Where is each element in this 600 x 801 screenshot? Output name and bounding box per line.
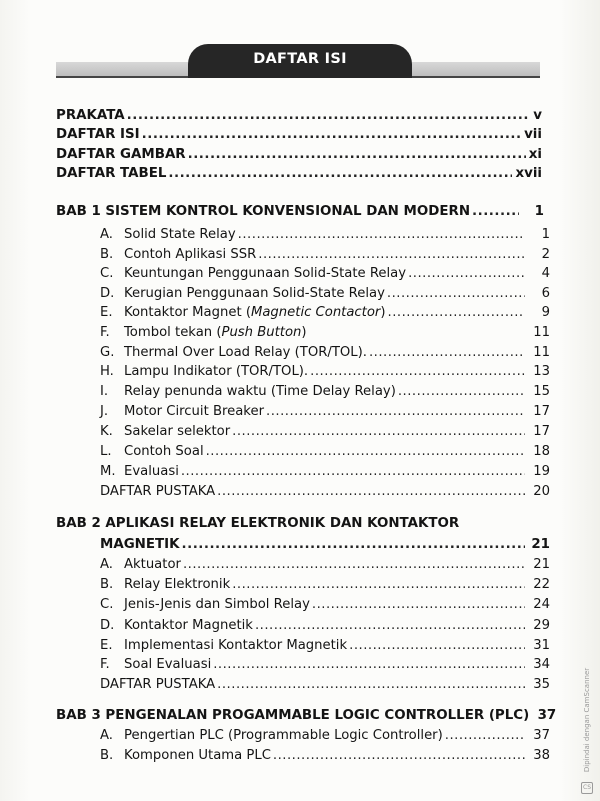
page-title: DAFTAR ISI — [253, 51, 347, 67]
toc-chapter-2[interactable] — [100, 537, 550, 557]
entry-title: Relay penunda waktu (Time Delay Relay) — [124, 384, 396, 399]
leader-dots — [206, 444, 525, 459]
toc-chapter-2-title-line1[interactable]: BAB 2 APLIKASI RELAY ELEKTRONIK DAN KONTAKTOR — [56, 516, 460, 531]
entry-page: 4 — [541, 266, 550, 281]
toc-entry-bab1-k[interactable] — [100, 424, 550, 444]
entry-page: 38 — [533, 748, 550, 763]
entry-page: 19 — [533, 464, 550, 479]
entry-title — [124, 305, 386, 320]
toc-entry-daftar-isi[interactable] — [56, 127, 542, 147]
entry-title: DAFTAR PUSTAKA — [100, 484, 216, 499]
toc-entry-bab1-l[interactable] — [100, 444, 550, 464]
entry-page: 1 — [541, 227, 550, 242]
entry-letter: E. — [100, 638, 113, 653]
leader-dots — [168, 166, 512, 181]
entry-title: Aktuator — [124, 557, 181, 572]
entry-page: vii — [524, 127, 542, 142]
entry-title: Solid State Relay — [124, 227, 236, 242]
leader-dots — [388, 305, 525, 320]
entry-title: PRAKATA — [56, 108, 125, 123]
entry-title: Evaluasi — [124, 464, 179, 479]
leader-dots — [217, 677, 525, 692]
entry-title: Contoh Aplikasi SSR — [124, 247, 257, 262]
leader-dots — [349, 638, 525, 653]
toc-entry-prakata[interactable] — [56, 108, 542, 128]
entry-letter: M. — [100, 464, 116, 479]
chapter-title: BAB 1 SISTEM KONTROL KONVENSIONAL DAN MODERN — [56, 204, 471, 219]
entry-page: 15 — [533, 384, 550, 399]
scanner-text: Dipindai dengan CamScanner — [583, 667, 591, 773]
entry-letter: A. — [100, 227, 113, 242]
entry-title: Komponen Utama PLC — [124, 748, 271, 763]
leader-dots — [258, 247, 525, 262]
leader-dots — [182, 537, 525, 552]
entry-letter: K. — [100, 424, 113, 439]
camscanner-logo-icon: CS — [581, 782, 593, 794]
entry-letter: A. — [100, 557, 113, 572]
entry-title: Relay Elektronik — [124, 577, 231, 592]
toc-entry-bab2-pustaka[interactable] — [100, 677, 550, 697]
leader-dots — [232, 577, 525, 592]
entry-letter: C. — [100, 266, 114, 281]
entry-page: 31 — [533, 638, 550, 653]
entry-page: 2 — [541, 247, 550, 262]
toc-entry-bab1-j[interactable] — [100, 404, 550, 424]
entry-page: 17 — [533, 424, 550, 439]
entry-page: 11 — [533, 345, 550, 360]
toc-entry-daftar-tabel[interactable] — [56, 166, 542, 186]
toc-entry-bab2-e[interactable] — [100, 638, 550, 658]
entry-page: 21 — [533, 557, 550, 572]
entry-title: DAFTAR ISI — [56, 127, 140, 142]
entry-page: xi — [528, 147, 542, 162]
entry-letter: B. — [100, 748, 114, 763]
entry-page: 18 — [533, 444, 550, 459]
entry-title: Sakelar selektor — [124, 424, 231, 439]
entry-letter: F. — [100, 657, 110, 672]
entry-page: xvii — [515, 166, 542, 181]
leader-dots — [310, 364, 525, 379]
entry-title: Motor Circuit Breaker — [124, 404, 265, 419]
entry-page: 37 — [533, 728, 550, 743]
entry-title-text: Tombol tekan ( — [124, 325, 222, 340]
leader-dots — [408, 266, 525, 281]
entry-letter: B. — [100, 247, 114, 262]
leader-dots — [255, 618, 525, 633]
entry-title: Implementasi Kontaktor Magnetik — [124, 638, 348, 653]
leader-dots — [369, 345, 525, 360]
entry-title: Pengertian PLC (Programmable Logic Controller) — [124, 728, 443, 743]
entry-page: v — [533, 108, 542, 123]
toc-entry-bab1-a[interactable] — [100, 227, 550, 247]
entry-page: 1 — [534, 204, 544, 219]
entry-title: Kontaktor Magnetik — [124, 618, 253, 633]
toc-entry-bab1-d[interactable] — [100, 286, 550, 306]
entry-page: 17 — [533, 404, 550, 419]
toc-entry-bab2-d[interactable] — [100, 618, 550, 638]
entry-title: Jenis-Jenis dan Simbol Relay — [124, 597, 310, 612]
toc-entry-bab2-c[interactable] — [100, 597, 550, 617]
scanner-watermark — [580, 646, 594, 796]
toc-entry-daftar-gambar[interactable] — [56, 147, 542, 167]
leader-dots — [183, 557, 525, 572]
leader-dots — [217, 484, 525, 499]
toc-entry-bab1-c[interactable] — [100, 266, 550, 286]
leader-dots — [232, 424, 525, 439]
entry-letter: J. — [100, 404, 109, 419]
entry-title: Keuntungan Penggunaan Solid-State Relay — [124, 266, 407, 281]
entry-page: 29 — [533, 618, 550, 633]
entry-title: Soal Evaluasi — [124, 657, 212, 672]
entry-title — [124, 325, 307, 340]
chapter-title: MAGNETIK — [100, 537, 180, 552]
entry-title-suffix: ) — [380, 305, 386, 320]
toc-entry-bab2-a[interactable] — [100, 557, 550, 577]
entry-title: DAFTAR GAMBAR — [56, 147, 186, 162]
toc-entry-bab1-m[interactable] — [100, 464, 550, 484]
entry-page: 22 — [533, 577, 550, 592]
toc-entry-bab1-f[interactable] — [100, 325, 550, 345]
entry-page: 37 — [537, 708, 557, 723]
toc-entry-bab2-b[interactable] — [100, 577, 550, 597]
entry-letter: D. — [100, 618, 115, 633]
leader-dots — [273, 748, 525, 763]
toc-entry-bab3-a[interactable] — [100, 728, 550, 748]
toc-entry-bab3-b[interactable] — [100, 748, 550, 768]
entry-page: 11 — [533, 325, 550, 340]
entry-letter: D. — [100, 286, 115, 301]
entry-page: 24 — [533, 597, 550, 612]
leader-dots — [213, 657, 525, 672]
entry-letter: L. — [100, 444, 112, 459]
leader-dots — [398, 384, 525, 399]
toc-entry-bab1-g[interactable] — [100, 345, 550, 365]
entry-page: 13 — [533, 364, 550, 379]
leader-dots — [127, 108, 531, 123]
entry-title: DAFTAR TABEL — [56, 166, 167, 181]
leader-dots — [387, 286, 525, 301]
entry-page: 34 — [533, 657, 550, 672]
entry-title-suffix: ) — [301, 325, 307, 340]
leader-dots — [266, 404, 525, 419]
leader-dots — [472, 204, 519, 219]
toc-entry-bab1-pustaka[interactable] — [100, 484, 550, 504]
leader-dots — [445, 728, 525, 743]
entry-letter: A. — [100, 728, 113, 743]
toc-entry-bab1-b[interactable] — [100, 247, 550, 267]
leader-dots — [142, 127, 521, 142]
entry-letter: C. — [100, 597, 114, 612]
entry-letter: B. — [100, 577, 114, 592]
entry-page: 21 — [531, 537, 550, 552]
entry-title: DAFTAR PUSTAKA — [100, 677, 216, 692]
entry-page: 6 — [541, 286, 550, 301]
leader-dots — [312, 597, 525, 612]
entry-letter: E. — [100, 305, 113, 320]
entry-letter: G. — [100, 345, 115, 360]
entry-title-italic: Magnetic Contactor — [250, 305, 381, 320]
chapter-title: BAB 3 PENGENALAN PROGAMMABLE LOGIC CONTROLLER (PLC) — [56, 708, 530, 723]
toc-entry-bab2-f[interactable] — [100, 657, 550, 677]
toc-entry-bab1-e[interactable] — [100, 305, 550, 325]
entry-letter: I. — [100, 384, 109, 399]
entry-page: 9 — [541, 305, 550, 320]
entry-title: Kerugian Penggunaan Solid-State Relay — [124, 286, 385, 301]
entry-title: Contoh Soal — [124, 444, 204, 459]
entry-letter: H. — [100, 364, 114, 379]
toc-chapter-1[interactable] — [56, 204, 544, 224]
entry-title-text: Kontaktor Magnet ( — [124, 305, 251, 320]
entry-page: 20 — [533, 484, 550, 499]
toc-entry-bab1-h[interactable] — [100, 364, 550, 384]
leader-dots — [238, 227, 525, 242]
entry-title-italic: Push Button — [221, 325, 302, 340]
leader-dots — [181, 464, 525, 479]
entry-title: Lampu Indikator (TOR/TOL). — [124, 364, 309, 379]
entry-page: 35 — [533, 677, 550, 692]
toc-entry-bab1-i[interactable] — [100, 384, 550, 404]
entry-title: Thermal Over Load Relay (TOR/TOL). — [124, 345, 367, 360]
toc-chapter-3[interactable] — [56, 708, 557, 728]
entry-letter: F. — [100, 325, 110, 340]
leader-dots — [188, 147, 526, 162]
